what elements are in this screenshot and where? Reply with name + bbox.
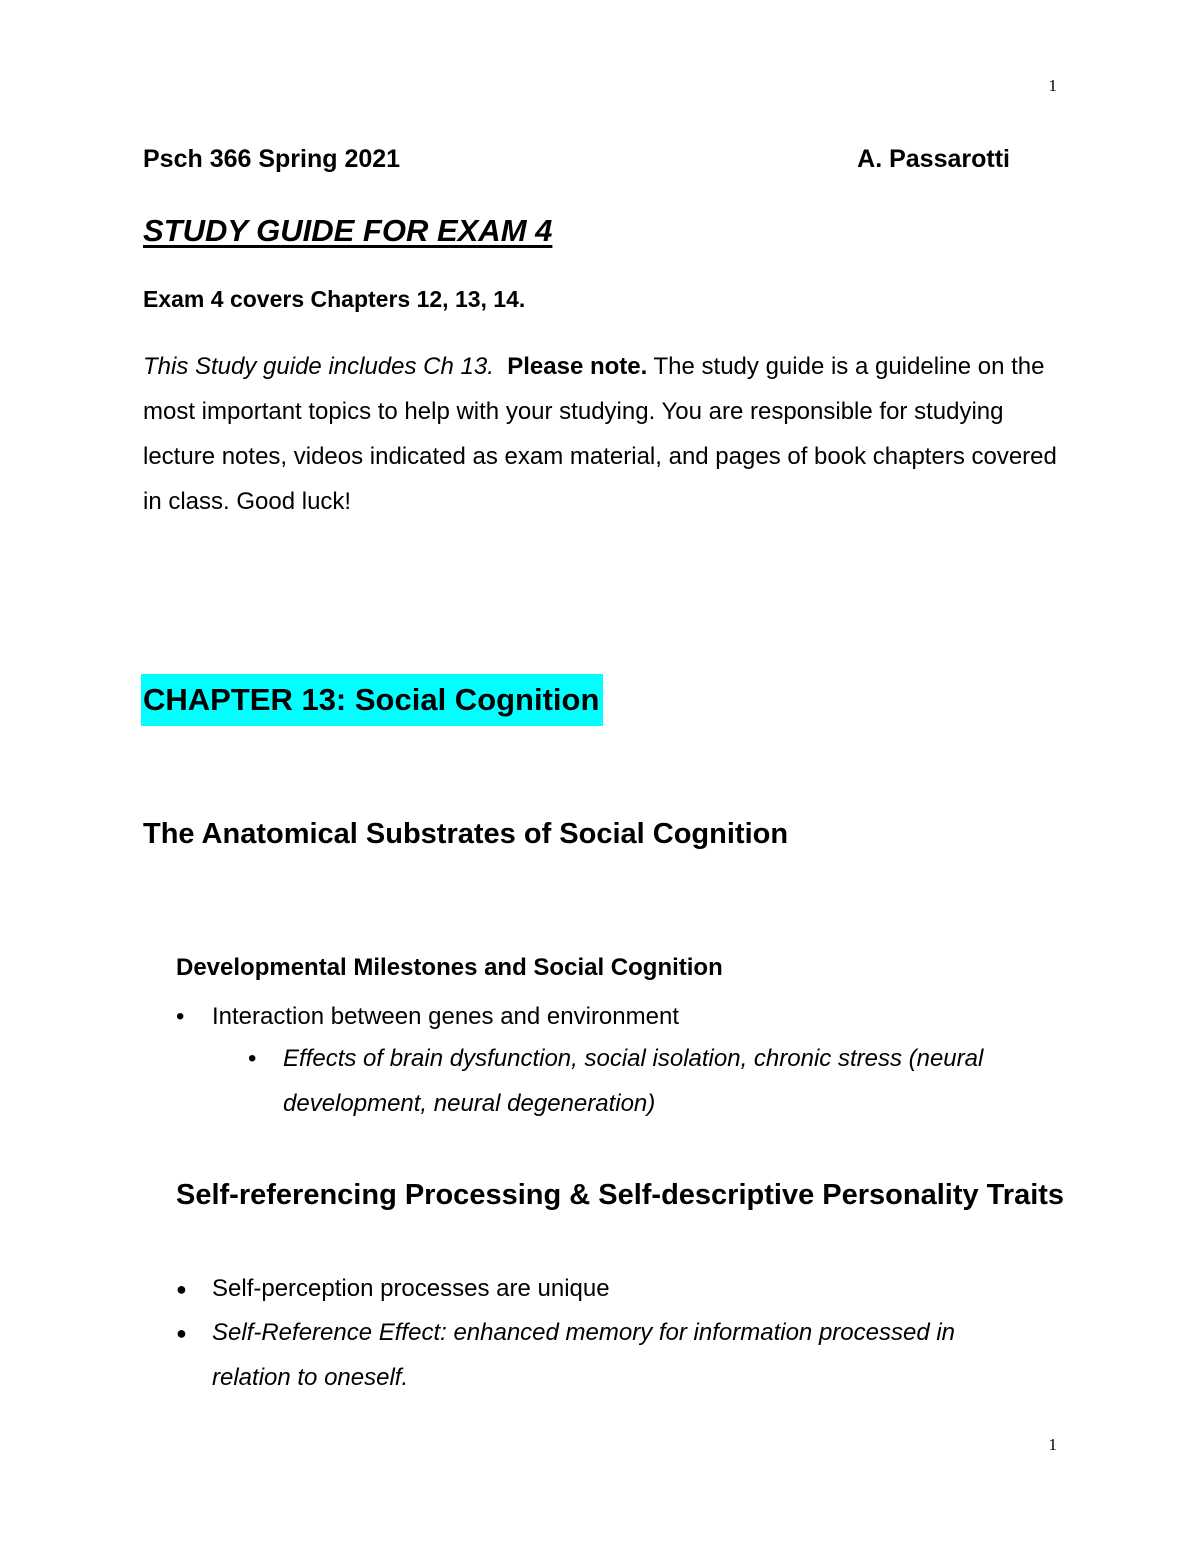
list-item-text: Effects of brain dysfunction, social isolation, chronic stress (neural development, neural degeneration) [283,1045,984,1117]
intro-body-text: The study guide is a guideline on the most important topics to help with your studying. You are responsible for studying lecture notes, videos indicated as exam material, and pages of book chapters covered in class. Good luck! [143,353,1057,515]
intro-paragraph [143,344,1063,524]
bullet-icon: ● [176,1323,187,1343]
section-heading: The Anatomical Substrates of Social Cognition [143,818,789,850]
list-item-text: Self-Reference Effect: enhanced memory for information processed in relation to oneself. [212,1319,956,1391]
page-number-top: 1 [1048,76,1057,95]
list-item-text: Interaction between genes and environment [212,1003,679,1030]
bullet-icon: • [248,1045,257,1072]
exam-coverage: Exam 4 covers Chapters 12, 13, 14. [143,286,526,312]
bullet-icon: • [176,1003,185,1030]
list-item-text: Self-perception processes are unique [212,1275,610,1302]
developmental-heading: Developmental Milestones and Social Cognition [176,954,723,981]
list-item [176,994,1056,1039]
course-header: Psch 366 Spring 2021 [143,145,401,173]
intro-italic-text: This Study guide includes Ch 13. [143,353,494,380]
page-number-bottom: 1 [1048,1435,1057,1454]
author-header: A. Passarotti [857,145,1010,173]
bullet-icon: ● [176,1279,187,1299]
self-ref-heading: Self-referencing Processing & Self-descriptive Personality Traits [176,1179,1065,1211]
list-item [248,1036,1048,1126]
list-item [176,1266,1056,1311]
list-item [176,1310,1026,1400]
chapter-heading: CHAPTER 13: Social Cognition [141,674,603,726]
document-title: STUDY GUIDE FOR EXAM 4 [143,213,553,248]
intro-bold-note: Please note. [507,353,648,380]
